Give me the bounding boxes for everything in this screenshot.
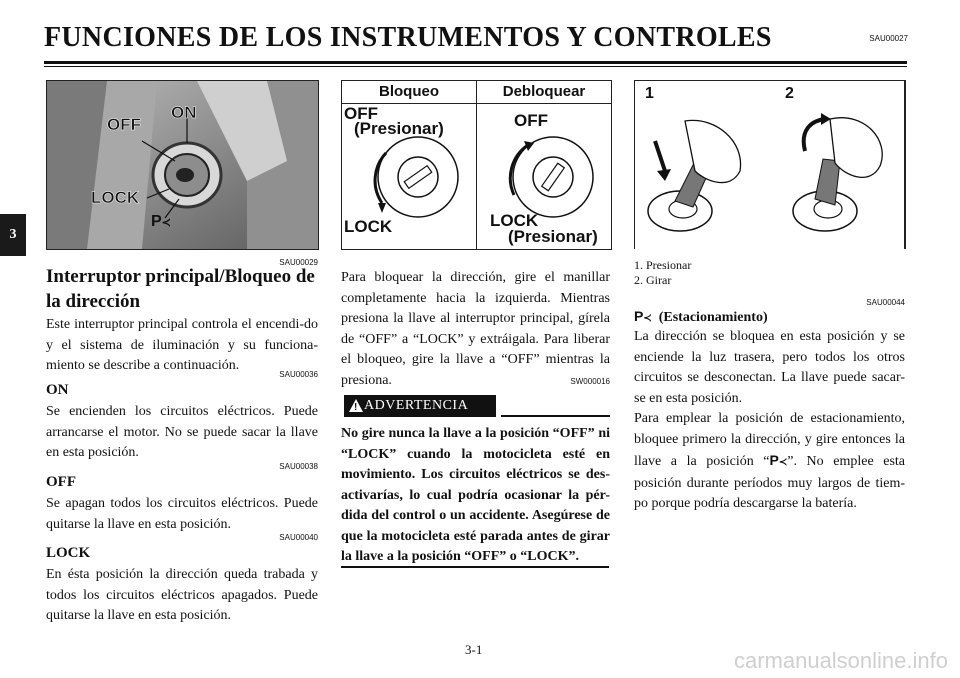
warning-text: No gire nunca la llave a la posición “OFF” ni “LOCK” cuando la motocicleta esté en movimiento. Los circuitos eléctricos se des-activarías, lo cual podría ocasionar la pér-dida del control o un accidente. Asegúrese de que la motocicleta esté parada antes de girar la llave a la posición “OFF” o “LOCK”. (341, 426, 610, 564)
header-rule-thin (44, 66, 907, 67)
warning-exclamation-icon: ! (354, 402, 358, 413)
code-off: SAU00038 (279, 462, 318, 471)
figure3-captions (634, 258, 691, 288)
header-rule-thick (44, 61, 907, 64)
page-number: 3-1 (465, 642, 483, 657)
lock-paragraph: En ésta posición la dirección queda trabada y todos los circuitos eléctricos apagados. Puede quitarse la llave en esta posición. (46, 567, 318, 623)
ignition-switch-photo (46, 80, 319, 250)
label-p: P (151, 213, 162, 230)
warning-label: ADVERTENCIA (344, 395, 496, 417)
chapter-tab: 3 (0, 214, 26, 256)
caption-2: 2. Girar (634, 273, 672, 287)
warning-rule (501, 415, 610, 417)
left-off: OFF (344, 104, 378, 123)
warning-bottom-rule (341, 566, 609, 568)
col-header-desbloquear: Debloquear (477, 81, 611, 104)
watermark: carmanualsonline.info (733, 648, 948, 673)
step-2-label: 2 (785, 85, 794, 102)
off-paragraph: Se apagan todos los circuitos eléctricos. Puede quitarse la llave en esta posición. (46, 496, 318, 532)
label-lock: LOCK (91, 188, 140, 207)
press-turn-diagram (634, 80, 906, 249)
park-inline-icon: P≺ (769, 452, 788, 468)
label-on: ON (171, 103, 197, 122)
on-paragraph: Se encienden los circuitos eléctricos. Puede arrancarse el motor. No se puede sacar la llave en esta posición. (46, 404, 318, 460)
park-text-b: ”. No emplee esta posición durante períodos muy largos de tiem-po porque podría descargarse la batería. (634, 454, 906, 511)
section-heading: Interruptor principal/Bloqueo de la dirección (46, 266, 315, 312)
park-text-a: Para emplear la posición de estacionamiento, bloquee primero la dirección, y gire entonces la llave a la posición “ (634, 411, 905, 469)
code-lock: SAU00040 (279, 533, 318, 542)
off-title: OFF (46, 474, 76, 490)
on-title: ON (46, 382, 69, 398)
label-off: OFF (107, 115, 141, 134)
code-warning: SW000016 (570, 377, 610, 386)
right-lock: LOCK (490, 211, 539, 230)
code-on: SAU00036 (279, 370, 318, 379)
code-main: SAU00029 (279, 258, 318, 267)
right-press: (Presionar) (508, 227, 598, 246)
lock-unlock-diagram (341, 80, 612, 250)
right-off: OFF (514, 111, 548, 130)
park-title: (Estacionamiento) (658, 310, 768, 325)
park-p-icon: P≺ (634, 308, 652, 324)
caption-1: 1. Presionar (634, 258, 692, 272)
page-title: FUNCIONES DE LOS INSTRUMENTOS Y CONTROLES (44, 22, 772, 53)
park-lamp-icon: ≺ (161, 217, 171, 229)
intro-paragraph: Este interruptor principal controla el encendi-do y el sistema de iluminación y su funciona-miento se describe a continuación. (46, 317, 318, 373)
col-header-bloqueo: Bloqueo (342, 81, 477, 104)
step-1-label: 1 (645, 85, 654, 102)
left-lock: LOCK (344, 217, 393, 236)
left-press: (Presionar) (354, 119, 444, 138)
park-heading (634, 308, 768, 326)
hand-key-drawings (635, 81, 902, 249)
parking-symbol (151, 213, 171, 231)
park-paragraph-2 (634, 409, 905, 515)
code-park: SAU00044 (866, 298, 905, 307)
section-code: SAU00027 (869, 34, 908, 43)
lock-procedure-paragraph: Para bloquear la dirección, gire el manillar completamente hacia la izquierda. Mientras presiona la llave al interruptor principal, gírela de “OFF” a “LOCK” y extráigala. Para liberar el bloqueo, gire la llave a “OFF” mientras la presiona. (341, 270, 610, 388)
lock-title: LOCK (46, 545, 91, 561)
park-paragraph-1: La dirección se bloquea en esta posición y se enciende la luz trasera, pero todos los otros circuitos se desconectan. La llave puede sacar-se en esta posición. (634, 329, 905, 406)
